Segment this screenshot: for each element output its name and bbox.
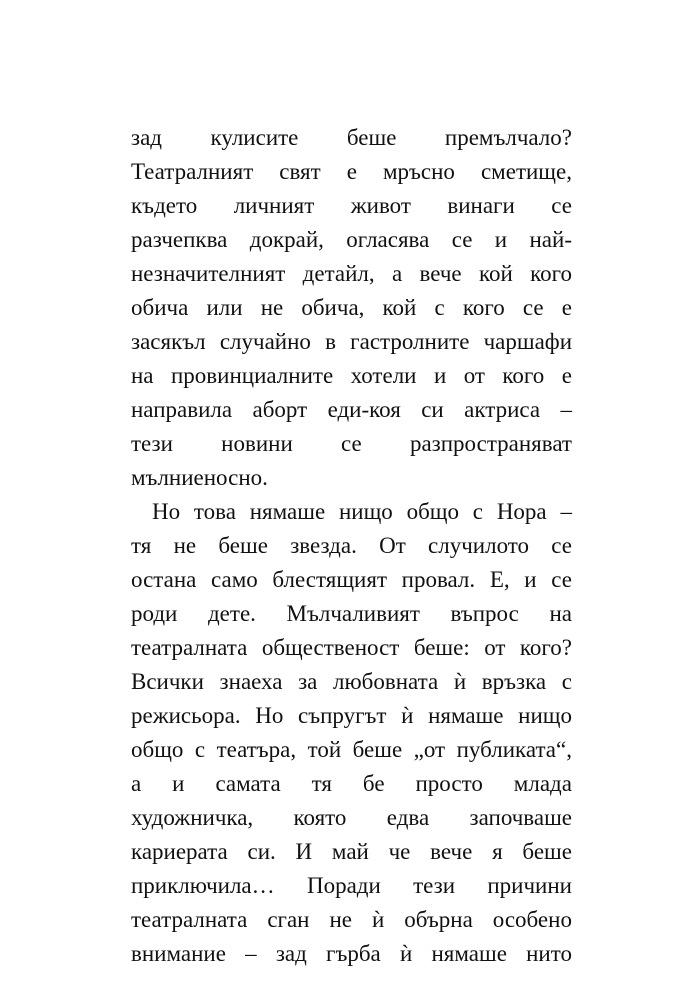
text-line: Всички знаеха за любовната ѝ връзка с (131, 669, 572, 694)
text-line: режисьора. Но съпругът ѝ нямаше нищо (131, 703, 572, 728)
text-line: театралната сган не ѝ обърна особено (131, 907, 572, 932)
text-line: Но това нямаше нищо общо с Нора – (152, 499, 572, 524)
text-line: обича или не обича, кой с кого се е (131, 295, 572, 320)
text-line: мълниеносно. (131, 465, 268, 490)
text-line: тя не беше звезда. От случилото се (131, 533, 572, 558)
text-line: остана само блестящият провал. Е, и се (131, 567, 572, 592)
text-line: разчепква докрай, огласява се и най- (131, 227, 572, 252)
page-text (131, 121, 572, 971)
text-line: тези новини се разпространяват (131, 431, 572, 456)
text-line: зад кулисите беше премълчало? (131, 125, 572, 150)
text-line: художничка, която едва започваше (131, 805, 572, 830)
text-line: театралната общественост беше: от кого? (131, 635, 572, 660)
text-line: общо с театъра, той беше „от публиката“, (131, 737, 572, 762)
text-line: а и самата тя бе просто млада (131, 771, 572, 796)
text-line: на провинциалните хотели и от кого е (131, 363, 572, 388)
text-line: направила аборт еди-коя си актриса – (131, 397, 572, 422)
text-line: засякъл случайно в гастролните чаршафи (131, 329, 572, 354)
text-line: кариерата си. И май че вече я беше (131, 839, 572, 864)
text-line: роди дете. Мълчаливият въпрос на (131, 601, 572, 626)
text-line: незначителният детайл, а вече кой кого (131, 261, 572, 286)
text-line: Театралният свят е мръсно сметище, (131, 159, 572, 184)
text-line: внимание – зад гърба ѝ нямаше нито (131, 941, 572, 966)
text-line: където личният живот винаги се (131, 193, 572, 218)
text-line: приключила… Поради тези причини (131, 873, 572, 898)
